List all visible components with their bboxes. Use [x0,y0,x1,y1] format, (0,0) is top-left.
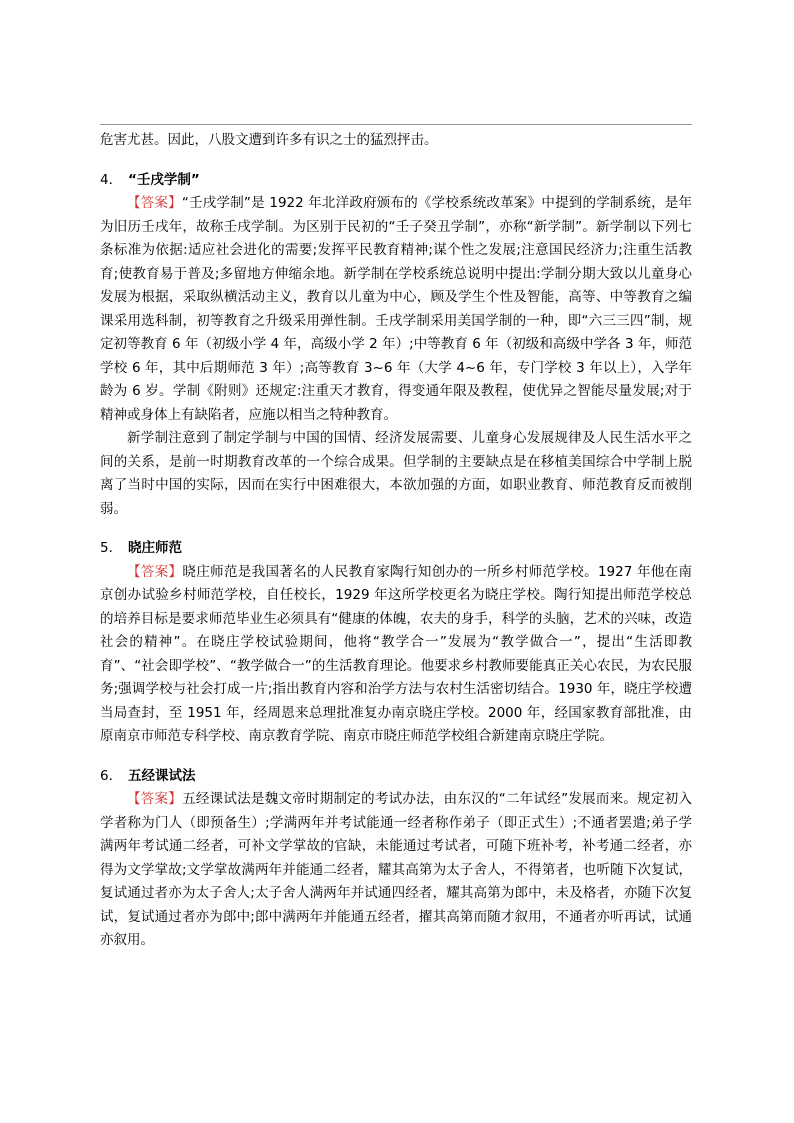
section-6-number: 6． [100,767,123,784]
section-4-title: “壬戌学制” [128,171,200,188]
section-4-heading [100,169,692,193]
section-5-paragraph-1 [100,561,692,749]
section-5-title: 晓庄师范 [128,540,182,556]
answer-tag: 【答案】 [127,791,183,807]
document-body [100,129,692,953]
section-5-text-1: 晓庄师范是我国著名的人民教育家陶行知创办的一所乡村师范学校。1927 年他在南京创办试验乡村师范学校，自任校长，1929 年这所学校更名为晓庄学校。陶行知提出师范学校总的培养目标是要求师范毕业生必须具有“健康的体魄，农夫的身手，科学的头脑，艺术的兴味，改造社会的精神”。在晓庄学校试验期间，他将“教学合一”发展为“教学做合一”，提出“生活即教育”、“社会即学校”、“教学做合一”的生活教育理论。他要求乡村教师要能真正关心农民，为农民服务;强调学校与社会打成一片;指出教育内容和治学方法与农村生活密切结合。1930 年，晓庄学校遭当局查封，至 1951 年，经周恩来总理批准复办南京晓庄学校。2000 年，经国家教育部批准，由原南京市师范专科学校、南京教育学院、南京市晓庄师范学校组合新建南京晓庄学院。 [100,563,692,744]
answer-tag: 【答案】 [127,195,182,211]
answer-tag: 【答案】 [127,563,183,580]
intro-line: 危害尤甚。因此，八股文遭到许多有识之士的猛烈抨击。 [100,132,438,148]
section-6-paragraph-1 [100,788,692,953]
section-6-title: 五经课试法 [128,767,196,784]
section-5-heading [100,537,692,561]
section-4-number: 4． [100,171,123,188]
section-6-text-1: 五经课试法是魏文帝时期制定的考试办法，由东汉的“二年试经”发展而来。规定初入学者称为门人（即预备生）;学满两年并考试能通一经者称作弟子（即正式生）;不通者罢遣;弟子学满两年考试通二经者，可补文学掌故的官缺，未能通过考试者，可随下班补考，补考通二经者，亦得为文学掌故;文学掌故满两年并能通二经者，耀其高第为太子舍人，不得第者，也听随下次复试，复试通过者亦为太子舍人;太子舍人满两年并试通四经者，耀其高第为郎中，未及格者，亦随下次复试，复试通过者亦为郎中;郎中满两年并能通五经者，擢其高第而随才叙用，不通者亦听再试，试通亦叙用。 [100,791,692,948]
section-4-paragraph-1 [100,192,692,427]
section-6-heading [100,765,692,789]
section-4-text-2: 新学制注意到了制定学制与中国的国情、经济发展需要、儿童身心发展规律及人民生活水平之间的关系，是前一时期教育改革的一个综合成果。但学制的主要缺点是在移植美国综合中学制上脱离了当时中国的实际，因而在实行中困难很大，本欲加强的方面，如职业教育、师范教育反而被削弱。 [100,430,692,517]
section-5-number: 5． [100,540,123,556]
section-4-paragraph-2 [100,427,692,521]
header-rule [100,124,692,125]
section-4-text-1: “壬戌学制”是 1922 年北洋政府颁布的《学校系统改革案》中提到的学制系统，是年为旧历壬戌年，故称壬戌学制。为区别于民初的“壬子癸丑学制”，亦称“新学制”。新学制以下列七条标准为依据:适应社会进化的需要;发挥平民教育精神;谋个性之发展;注意国民经济力;注重生活教育;使教育易于普及;多留地方伸缩余地。新学制在学校系统总说明中提出:学制分期大致以儿童身心发展为根据，采取纵横活动主义，教育以儿童为中心，顾及学生个性及智能，高等、中等教育之编课采用选科制，初等教育之升级采用弹性制。壬戌学制采用美国学制的一种，即“六三三四”制，规定初等教育 6 年（初级小学 4 年，高级小学 2 年）;中等教育 6 年（初级和高级中学各 3 年，师范学校 6 年，其中后期师范 3 年）;高等教育 3~6 年（大学 4~6 年，专门学校 3 年以上），入学年龄为 6 岁。学制《附则》还规定:注重天才教育，得变通年限及教程，使优异之智能尽量发展;对于精神或身体上有缺陷者，应施以相当之特种教育。 [100,195,692,423]
